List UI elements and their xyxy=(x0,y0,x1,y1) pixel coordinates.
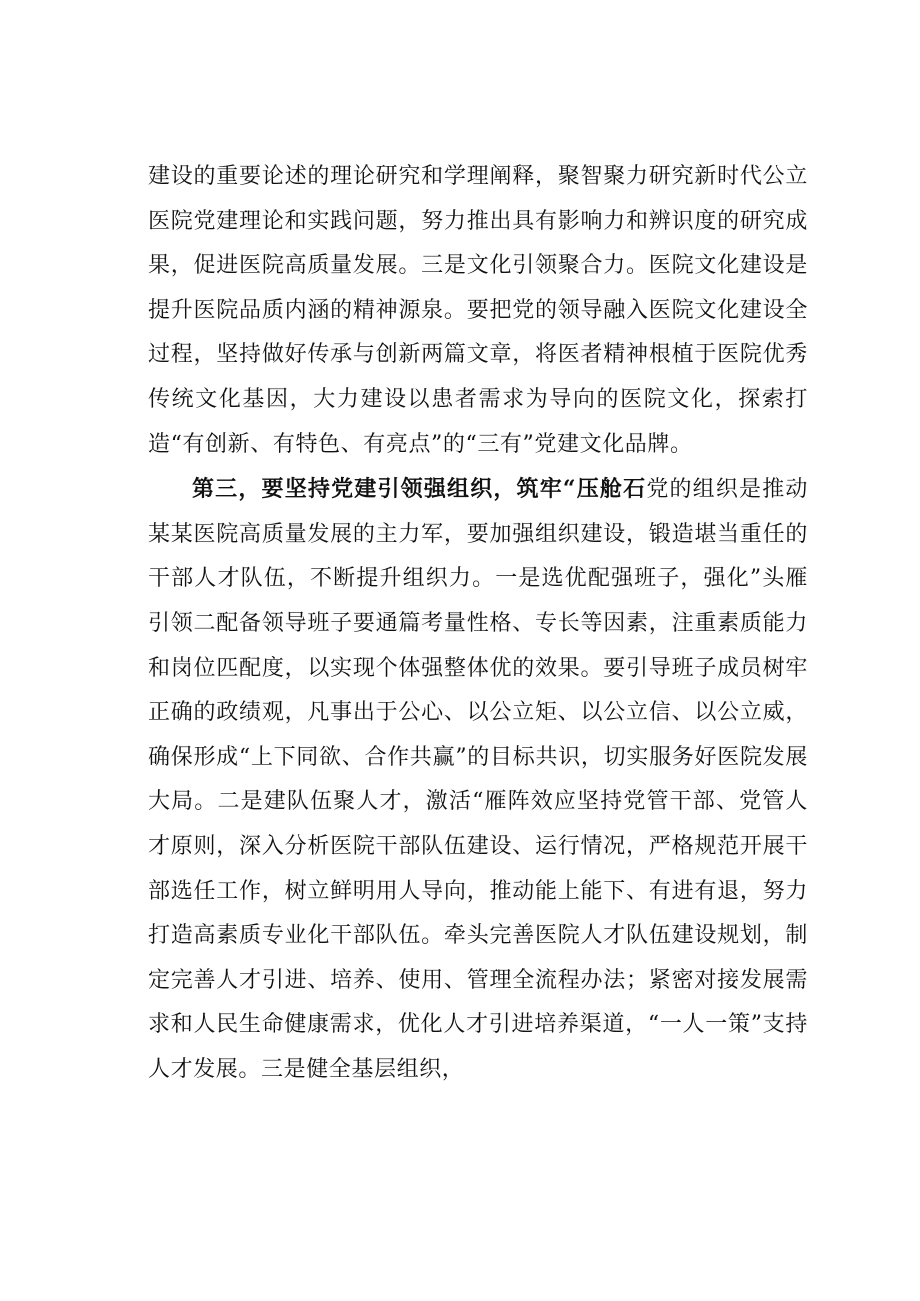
paragraph-culture xyxy=(148,155,808,467)
paragraph-organization-text: 党的组织是推动某某医院高质量发展的主力军，要加强组织建设，锻造堪当重任的干部人才队伍，不断提升组织力。一是选优配强班子，强化”头雁引领二配备领导班子要通篇考量性格、专长等因素，注重素质能力和岗位匹配度，以实现个体强整体优的效果。要引导班子成员树牢正确的政绩观，凡事出于公心、以公立矩、以公立信、以公立威，确保形成“上下同欲、合作共赢”的目标共识，切实服务好医院发展大局。二是建队伍聚人才，激活“雁阵效应坚持党管干部、党管人才原则，深入分析医院干部队伍建设、运行情况，严格规范开展干部选任工作，树立鲜明用人导向，推动能上能下、有进有退，努力打造高素质专业化干部队伍。牵头完善医院人才队伍建设规划，制定完善人才引进、培养、使用、管理全流程办法；紧密对接发展需求和人民生命健康需求，优化人才引进培养渠道，“一人一策”支持人才发展。三是健全基层组织， xyxy=(148,477,809,1082)
body-text xyxy=(148,155,808,1092)
paragraph-culture-text: 建设的重要论述的理论研究和学理阐释，聚智聚力研究新时代公立医院党建理论和实践问题，努力推出具有影响力和辨识度的研究成果，促进医院高质量发展。三是文化引领聚合力。医院文化建设是提升医院品质内涵的精神源泉。要把党的领导融入医院文化建设全过程，坚持做好传承与创新两篇文章，将医者精神根植于医院优秀传统文化基因，大力建设以患者需求为导向的医院文化，探索打造“有创新、有特色、有亮点”的“三有”党建文化品牌。 xyxy=(148,164,808,457)
section-heading: 第三，要坚持党建引领强组织，筑牢“压舱石 xyxy=(192,476,647,503)
paragraph-organization xyxy=(148,467,808,1092)
